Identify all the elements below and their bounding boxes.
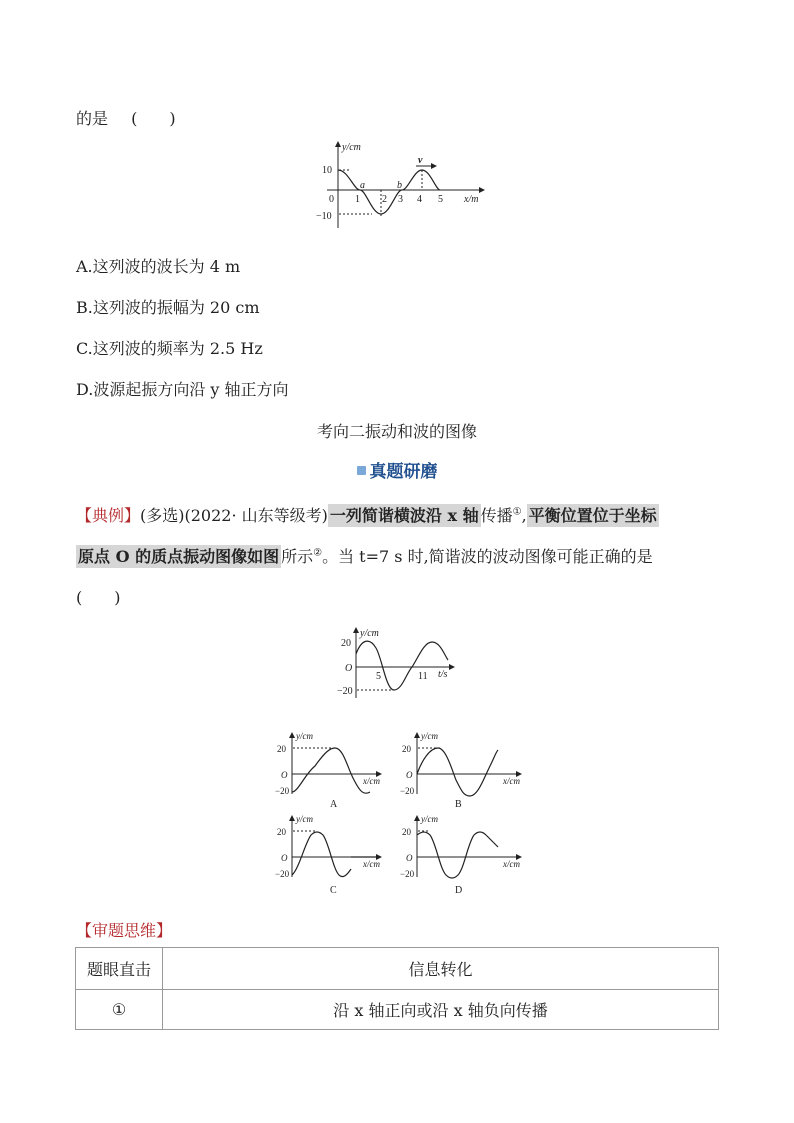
table-header-row — [76, 948, 719, 990]
badge-text: 真题研磨 — [369, 462, 438, 482]
origin-label: O — [406, 853, 413, 863]
table-row — [76, 990, 719, 1030]
y-axis-label: y/cm — [421, 814, 438, 824]
y-axis-label: y/cm — [296, 731, 313, 741]
wave-curve-a — [292, 748, 370, 793]
x-axis-label: x/m — [464, 194, 479, 205]
badge-marker-icon — [357, 466, 366, 475]
y-tick-neg20: −20 — [337, 686, 353, 697]
graph-option-a — [275, 730, 385, 810]
section-title: 考向二振动和波的图像 — [316, 422, 477, 441]
y-tick-neg20: −20 — [275, 869, 290, 879]
highlight-1: 一列简谐横波沿 x 轴 — [329, 506, 479, 525]
header-cell-1: 题眼直击 — [76, 948, 163, 990]
answer-blank: ( ) — [131, 109, 176, 128]
y-tick-20: 20 — [277, 827, 286, 837]
y-tick-20: 20 — [341, 638, 351, 649]
x-axis-label: x/cm — [363, 859, 380, 869]
y-tick-neg20: −20 — [400, 786, 415, 796]
prompt-text: 的是 — [76, 109, 109, 128]
wave-curve — [338, 170, 440, 214]
wave-curve-c — [292, 832, 351, 877]
y-tick-20: 20 — [402, 827, 411, 837]
graph-option-b — [400, 730, 525, 810]
t-tick-11: 11 — [418, 671, 428, 682]
t-axis-label: t/s — [438, 669, 448, 680]
footnote-2: ② — [313, 547, 323, 559]
x-axis-label: x/cm — [503, 859, 520, 869]
graph-option-d — [400, 813, 525, 897]
origin-label: O — [406, 770, 413, 780]
wave-curve-d — [417, 832, 498, 878]
x-tick-5: 5 — [438, 194, 443, 205]
x-axis-label: x/cm — [503, 776, 520, 786]
example-tag: 【典例】 — [76, 506, 141, 525]
option-c[interactable]: C.这列波的频率为 2.5 Hz — [76, 339, 263, 358]
y-axis-label: y/cm — [421, 731, 438, 741]
example-line-2 — [76, 544, 653, 567]
x-tick-2: 2 — [382, 194, 387, 205]
row-cell-info: 沿 x 轴正向或沿 x 轴负向传播 — [163, 990, 719, 1030]
example-line-1 — [76, 503, 659, 526]
origin-label: O — [281, 853, 288, 863]
y-tick-neg10: −10 — [316, 211, 332, 222]
example-text-3: 所示 — [281, 547, 314, 566]
option-d[interactable]: D.波源起振方向沿 y 轴正方向 — [76, 380, 289, 399]
y-tick-20: 20 — [402, 744, 411, 754]
y-tick-neg20: −20 — [275, 786, 290, 796]
footnote-1: ① — [512, 506, 522, 518]
y-axis-label: y/cm — [360, 628, 379, 639]
y-tick-neg20: −20 — [400, 869, 415, 879]
x-tick-3: 3 — [398, 194, 403, 205]
row-cell-marker: ① — [76, 990, 163, 1030]
point-a-label: a — [360, 180, 365, 191]
x-axis-label: x/cm — [363, 776, 380, 786]
graph-label-c: C — [330, 885, 337, 896]
x-tick-1: 1 — [355, 194, 360, 205]
vibration-graph — [330, 624, 460, 700]
y-axis-label: y/cm — [342, 142, 361, 153]
graph-option-c — [275, 813, 385, 897]
thinking-title: 【审题思维】 — [76, 921, 173, 940]
velocity-label: v — [418, 155, 423, 166]
analysis-table — [75, 947, 719, 1030]
example-text-2: , — [521, 506, 527, 525]
header-cell-2: 信息转化 — [163, 948, 719, 990]
origin-label: O — [345, 663, 353, 674]
y-tick-20: 20 — [277, 744, 286, 754]
graph-label-b: B — [455, 799, 462, 810]
wave-curve-b — [417, 748, 498, 796]
point-b-label: b — [397, 180, 402, 191]
x-tick-0: 0 — [329, 194, 334, 205]
example-text-4: 。当 t=7 s 时,简谐波的波动图像可能正确的是 — [322, 547, 653, 566]
graph-label-d: D — [455, 885, 463, 896]
example-blank: ( ) — [76, 588, 121, 607]
y-tick-10: 10 — [322, 165, 332, 176]
question-prompt-tail — [76, 106, 176, 129]
option-b[interactable]: B.这列波的振幅为 20 cm — [76, 298, 260, 317]
x-tick-4: 4 — [417, 194, 422, 205]
highlight-2: 平衡位置位于坐标 — [528, 506, 657, 525]
t-tick-5: 5 — [376, 671, 381, 682]
origin-label: O — [281, 770, 288, 780]
option-a[interactable]: A.这列波的波长为 4 m — [76, 257, 241, 276]
badge — [0, 457, 794, 482]
wave-graph-q1 — [312, 138, 492, 230]
example-text-1: 传播 — [480, 506, 513, 525]
highlight-3: 原点 O 的质点振动图像如图 — [78, 547, 280, 566]
vibration-curve — [356, 641, 448, 690]
example-meta: (多选)(2022· 山东等级考) — [140, 506, 328, 525]
graph-label-a: A — [330, 799, 338, 810]
y-axis-label: y/cm — [296, 814, 313, 824]
